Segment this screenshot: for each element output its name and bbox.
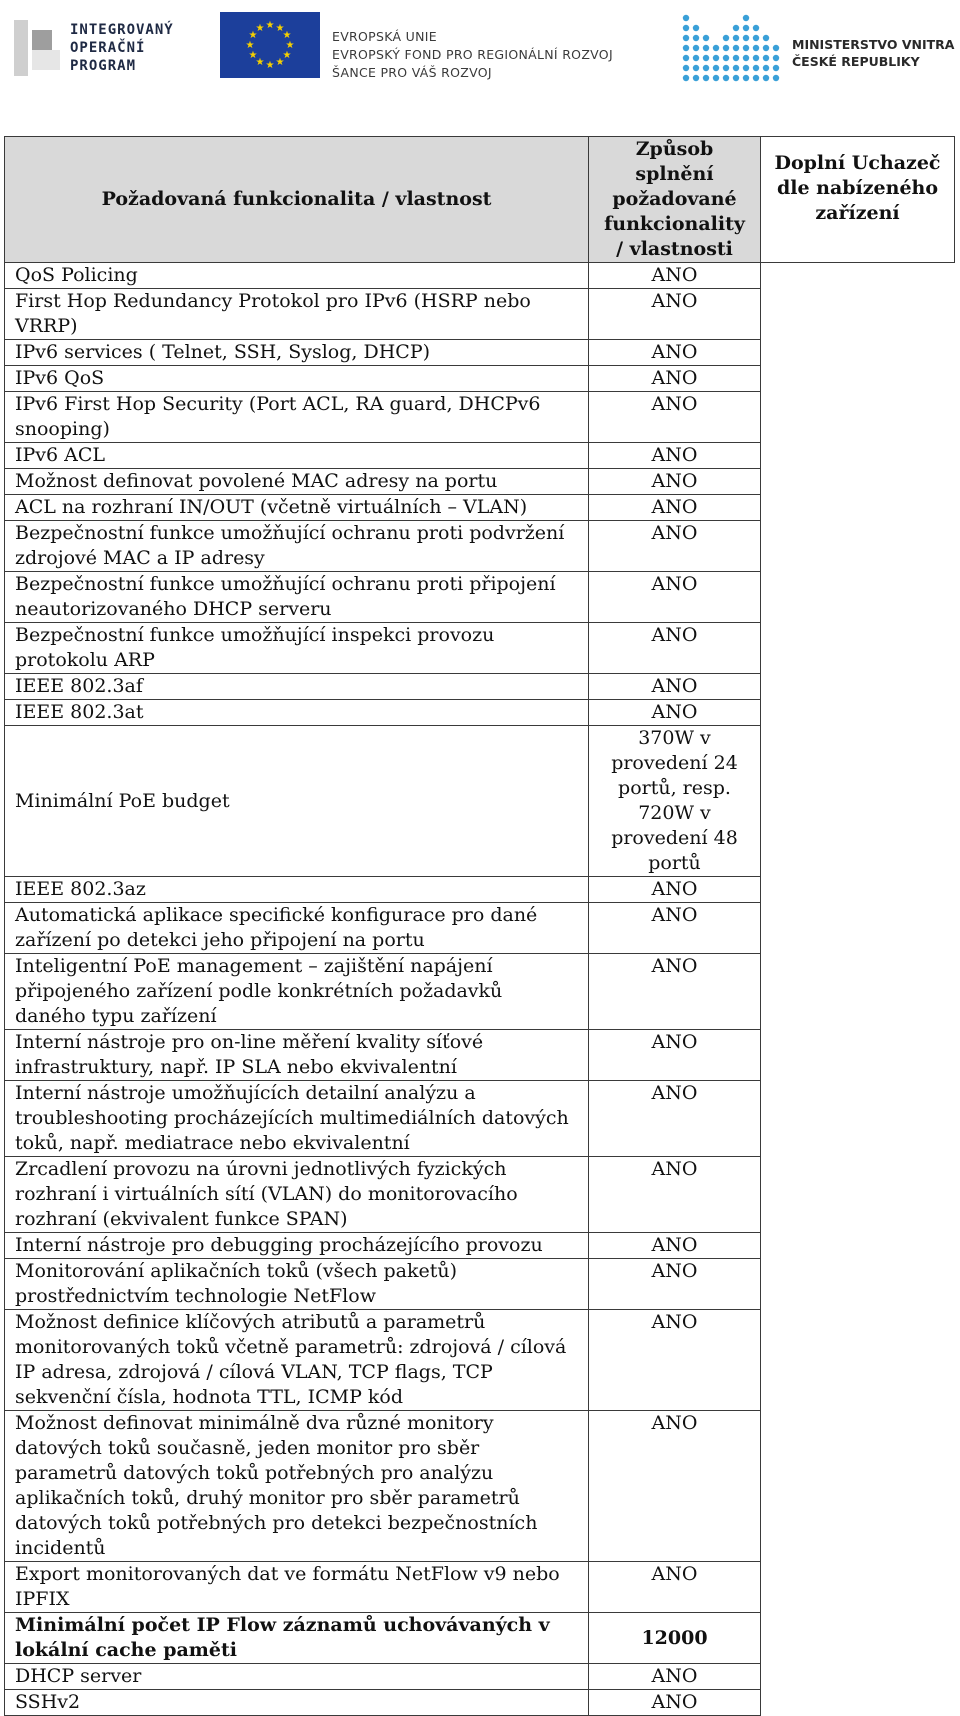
requirements-table — [4, 136, 955, 1716]
table-row — [5, 443, 955, 469]
functionality-cell: IEEE 802.3af — [5, 674, 589, 700]
functionality-cell: IPv6 services ( Telnet, SSH, Syslog, DHCP) — [5, 340, 589, 366]
eu-logo-text — [332, 28, 613, 82]
table-row — [5, 903, 955, 954]
table-row — [5, 954, 955, 1030]
fulfillment-cell: ANO — [589, 443, 761, 469]
header-bidder: Doplní Uchazeč dle nabízeného zařízení — [761, 137, 955, 263]
functionality-cell: Možnost definice klíčových atributů a parametrů monitorovaných toků včetně parametrů: zdrojová / cílová IP adresa, zdrojová / cílová VLAN, TCP flags, TCP sekvenční čísla, hodnota TTL, ICMP kód — [5, 1310, 589, 1411]
fulfillment-cell: ANO — [589, 700, 761, 726]
table-row — [5, 521, 955, 572]
svg-text:★: ★ — [255, 23, 265, 34]
table-header-row — [5, 137, 955, 263]
table-row — [5, 1310, 955, 1411]
eu-line: ŠANCE PRO VÁŠ ROZVOJ — [332, 65, 492, 80]
fulfillment-cell: ANO — [589, 1030, 761, 1081]
table-row — [5, 623, 955, 674]
table-row — [5, 289, 955, 340]
functionality-cell: IPv6 QoS — [5, 366, 589, 392]
header-fulfillment: Způsob splnění požadované funkcionality / vlastnosti — [589, 137, 761, 263]
fulfillment-cell: ANO — [589, 1411, 761, 1562]
table-row — [5, 340, 955, 366]
table-row — [5, 263, 955, 289]
fulfillment-cell: ANO — [589, 392, 761, 443]
table-row — [5, 572, 955, 623]
fulfillment-cell: ANO — [589, 495, 761, 521]
fulfillment-cell: ANO — [589, 903, 761, 954]
fulfillment-cell: 12000 — [589, 1613, 761, 1664]
functionality-cell: DHCP server — [5, 1664, 589, 1690]
iop-logo-text — [70, 21, 174, 75]
svg-text:★: ★ — [248, 30, 258, 41]
ministry-line: MINISTERSTVO VNITRA — [792, 37, 955, 52]
functionality-cell: Automatická aplikace specifické konfigurace pro dané zařízení po detekci jeho připojení na portu — [5, 903, 589, 954]
iop-line: OPERAČNÍ — [70, 40, 146, 56]
functionality-cell: IPv6 First Hop Security (Port ACL, RA guard, DHCPv6 snooping) — [5, 392, 589, 443]
ministry-logo-icon — [680, 8, 780, 86]
table-row — [5, 1233, 955, 1259]
table-row — [5, 495, 955, 521]
iop-line: PROGRAM — [70, 58, 137, 74]
table-row — [5, 700, 955, 726]
table-row — [5, 674, 955, 700]
eu-line: EVROPSKÁ UNIE — [332, 29, 437, 44]
functionality-cell: Bezpečnostní funkce umožňující ochranu proti připojení neautorizovaného DHCP serveru — [5, 572, 589, 623]
functionality-cell: ACL na rozhraní IN/OUT (včetně virtuálních – VLAN) — [5, 495, 589, 521]
fulfillment-cell: ANO — [589, 1664, 761, 1690]
functionality-cell: Možnost definovat minimálně dva různé monitory datových toků současně, jeden monitor pro sběr parametrů datových toků potřebných pro analýzu aplikačních toků, druhý monitor pro sběr parametrů datových toků potřebných pro detekci bezpečnostních incidentů — [5, 1411, 589, 1562]
eu-line: EVROPSKÝ FOND PRO REGIONÁLNÍ ROZVOJ — [332, 47, 613, 62]
svg-text:★: ★ — [265, 60, 275, 71]
eu-flag-icon — [220, 12, 320, 78]
fulfillment-cell: ANO — [589, 289, 761, 340]
functionality-cell: Minimální PoE budget — [5, 726, 589, 877]
table-row — [5, 1030, 955, 1081]
fulfillment-cell: ANO — [589, 877, 761, 903]
fulfillment-cell: ANO — [589, 674, 761, 700]
fulfillment-cell: ANO — [589, 340, 761, 366]
functionality-cell: Export monitorovaných dat ve formátu NetFlow v9 nebo IPFIX — [5, 1562, 589, 1613]
svg-text:★: ★ — [275, 23, 285, 34]
functionality-cell: Monitorování aplikačních toků (všech paketů) prostřednictvím technologie NetFlow — [5, 1259, 589, 1310]
svg-text:★: ★ — [275, 57, 285, 68]
ministry-line: ČESKÉ REPUBLIKY — [792, 54, 920, 69]
table-row — [5, 1562, 955, 1613]
fulfillment-cell: ANO — [589, 521, 761, 572]
fulfillment-cell: ANO — [589, 1690, 761, 1716]
iop-logo-mark — [10, 20, 62, 76]
fulfillment-cell: ANO — [589, 623, 761, 674]
table-row — [5, 1411, 955, 1562]
functionality-cell: Minimální počet IP Flow záznamů uchovávaných v lokální cache paměti — [5, 1613, 589, 1664]
functionality-cell: Bezpečnostní funkce umožňující ochranu proti podvržení zdrojové MAC a IP adresy — [5, 521, 589, 572]
fulfillment-cell: ANO — [589, 366, 761, 392]
fulfillment-cell: ANO — [589, 469, 761, 495]
svg-text:★: ★ — [245, 40, 255, 51]
page-header — [0, 0, 960, 96]
table-row — [5, 726, 955, 877]
table-row — [5, 877, 955, 903]
fulfillment-cell: ANO — [589, 1081, 761, 1157]
table-row — [5, 366, 955, 392]
svg-text:★: ★ — [248, 50, 258, 61]
header-functionality: Požadovaná funkcionalita / vlastnost — [5, 137, 589, 263]
fulfillment-cell: ANO — [589, 1310, 761, 1411]
table-row — [5, 1613, 955, 1664]
functionality-cell: SSHv2 — [5, 1690, 589, 1716]
table-row — [5, 392, 955, 443]
table-body — [5, 263, 955, 1716]
table-row — [5, 1690, 955, 1716]
fulfillment-cell: ANO — [589, 954, 761, 1030]
fulfillment-cell: ANO — [589, 572, 761, 623]
functionality-cell: First Hop Redundancy Protokol pro IPv6 (HSRP nebo VRRP) — [5, 289, 589, 340]
svg-text:★: ★ — [285, 40, 295, 51]
fulfillment-cell: ANO — [589, 1562, 761, 1613]
functionality-cell: Možnost definovat povolené MAC adresy na portu — [5, 469, 589, 495]
functionality-cell: Bezpečnostní funkce umožňující inspekci provozu protokolu ARP — [5, 623, 589, 674]
functionality-cell: IEEE 802.3at — [5, 700, 589, 726]
table-row — [5, 1157, 955, 1233]
functionality-cell: Interní nástroje pro debugging procházejícího provozu — [5, 1233, 589, 1259]
functionality-cell: IEEE 802.3az — [5, 877, 589, 903]
fulfillment-cell: ANO — [589, 1157, 761, 1233]
functionality-cell: Interní nástroje pro on-line měření kvality síťové infrastruktury, např. IP SLA nebo ekvivalentní — [5, 1030, 589, 1081]
fulfillment-cell: ANO — [589, 1233, 761, 1259]
iop-logo — [10, 18, 174, 78]
svg-text:★: ★ — [255, 57, 265, 68]
fulfillment-cell: ANO — [589, 1259, 761, 1310]
iop-line: INTEGROVANÝ — [70, 22, 174, 38]
svg-text:★: ★ — [282, 30, 292, 41]
functionality-cell: Zrcadlení provozu na úrovni jednotlivých fyzických rozhraní i virtuálních sítí (VLAN) do monitorovacího rozhraní (ekvivalent funkce SPAN) — [5, 1157, 589, 1233]
svg-text:★: ★ — [265, 20, 275, 31]
table-row — [5, 469, 955, 495]
table-row — [5, 1259, 955, 1310]
table-row — [5, 1081, 955, 1157]
functionality-cell: IPv6 ACL — [5, 443, 589, 469]
functionality-cell: Interní nástroje umožňujících detailní analýzu a troubleshooting procházejících multimediálních datových toků, např. mediatrace nebo ekvivalentní — [5, 1081, 589, 1157]
fulfillment-cell: ANO — [589, 263, 761, 289]
fulfillment-cell: 370W v provedení 24 portů, resp. 720W v provedení 48 portů — [589, 726, 761, 877]
svg-text:★: ★ — [282, 50, 292, 61]
functionality-cell: QoS Policing — [5, 263, 589, 289]
table-row — [5, 1664, 955, 1690]
ministry-logo-text — [792, 36, 954, 70]
functionality-cell: Inteligentní PoE management – zajištění napájení připojeného zařízení podle konkrétních požadavků daného typu zařízení — [5, 954, 589, 1030]
